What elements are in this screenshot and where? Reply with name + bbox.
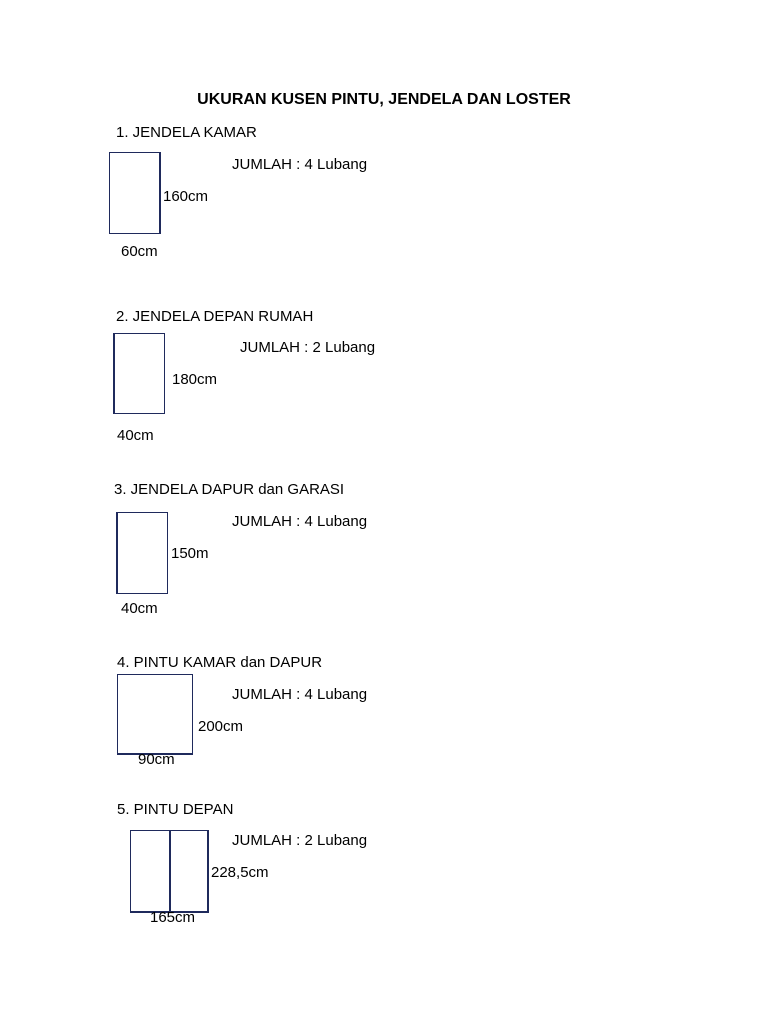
item-3-frame-diagram — [116, 512, 168, 594]
item-3-heading: 3. JENDELA DAPUR dan GARASI — [114, 481, 345, 498]
item-1-height-label: 160cm — [163, 188, 209, 205]
item-5-frame-right-panel — [169, 830, 209, 913]
item-2-width-label: 40cm — [117, 427, 154, 444]
item-4-height-label: 200cm — [198, 718, 244, 735]
item-1-heading: 1. JENDELA KAMAR — [116, 124, 257, 141]
item-3-height-label: 150m — [171, 545, 209, 562]
item-5-frame-left-panel — [130, 830, 170, 913]
item-5-height-label: 228,5cm — [211, 864, 269, 881]
item-1-frame-diagram — [109, 152, 161, 234]
item-2-jumlah: JUMLAH : 2 Lubang — [240, 339, 376, 356]
item-2-frame-diagram — [113, 333, 165, 414]
item-5-width-label: 165cm — [150, 909, 196, 926]
item-5-jumlah: JUMLAH : 2 Lubang — [232, 832, 368, 849]
item-3-jumlah: JUMLAH : 4 Lubang — [232, 513, 368, 530]
item-5-heading: 5. PINTU DEPAN — [117, 801, 234, 818]
item-3-width-label: 40cm — [121, 600, 158, 617]
item-1-jumlah: JUMLAH : 4 Lubang — [232, 156, 368, 173]
item-4-jumlah: JUMLAH : 4 Lubang — [232, 686, 368, 703]
item-2-heading: 2. JENDELA DEPAN RUMAH — [116, 308, 314, 325]
item-4-heading: 4. PINTU KAMAR dan DAPUR — [117, 654, 323, 671]
item-4-width-label: 90cm — [138, 751, 175, 768]
document-title: UKURAN KUSEN PINTU, JENDELA DAN LOSTER — [197, 91, 571, 108]
item-1-width-label: 60cm — [121, 243, 158, 260]
item-2-height-label: 180cm — [172, 371, 218, 388]
item-4-frame-diagram — [117, 674, 193, 755]
